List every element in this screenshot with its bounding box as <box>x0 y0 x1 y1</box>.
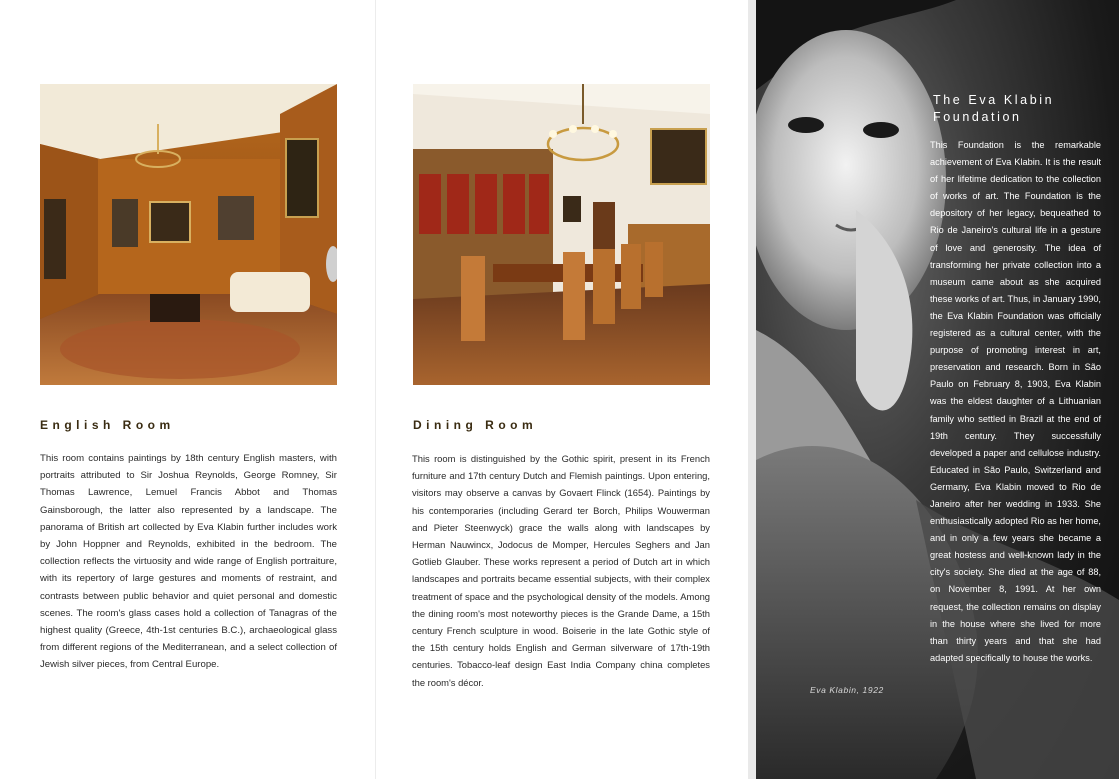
english-room-photo <box>40 84 337 385</box>
dining-room-title: Dining Room <box>413 418 538 432</box>
english-room-description: This room contains paintings by 18th century English masters, with portraits attributed to Sir Joshua Reynolds, George Romney, Sir Thomas Lawrence, Lemuel Francis Abbot and Thomas Gainsborough, the latter also represented by a landscape. The panorama of British art collected by Eva Klabin further includes work by John Hoppner and Reynolds, exhibited in the bedroom. The collection reflects the virtuosity and wide range of English portraiture, with its repertory of large gestures and moments of restraint, and contrasts between public behavior and quiet personal and domestic scenes. The room's glass cases hold a collection of Tanagras of the highest quality (Greece, 4th-1st centuries B.C.), archaeological glass from different regions of the Mediterranean, and a select collection of Jewish silver pieces, from Central Europe. <box>40 453 337 671</box>
page-gutter <box>748 0 756 779</box>
portrait-caption: Eva Klabin, 1922 <box>810 685 884 695</box>
dining-room-panel <box>376 0 751 779</box>
dining-room-description: This room is distinguished by the Gothic spirit, present in its French furniture and 17th century Dutch and Flemish paintings. Upon entering, visitors may observe a canvas by Govaert Flinck (1654). Paintings by his contemporaries (including Gerard ter Borch, Philips Wouwerman and Pieter Steenwyck) grace the walls along with landscapes by Herman Nauwincx, Jodocus de Momper, Hercules Seghers and Jan Gotlieb Glauber. These works represent a period of Dutch art in which landscapes and portraits became essential subjects, with their complex treatment of space and the psychological density of the models. Among the dining room's most noteworthy pieces is the Grande Dame, a 15th century French sculpture in wood. Boiserie in the late Gothic style of the 15th century holds English and German silverware of 17th-19th centuries. Tobacco-leaf design East India Company china completes the room's décor. <box>412 453 710 688</box>
foundation-description: This Foundation is the remarkable achievement of Eva Klabin. It is the result of her lifetime dedication to the collection of works of art. The Foundation is the depository of her legacy, bequeathed to Rio de Janeiro's cultural life in a gesture of love and generosity. The idea of transforming her private collection into a museum came about as she acquired these works of art. Thus, in January 1990, the Eva Klabin Foundation was officially registered as a cultural center, with the purpose of promoting interest in art, preservation and research. Born in São Paulo on February 8, 1903, Eva Klabin was the eldest daughter of a Lithuanian family who settled in Brazil at the end of 19th century. They successfully developed a paper and cellulose industry. Educated in São Paulo, Switzerland and Germany, Eva Klabin moved to Rio de Janeiro after her wedding in 1933. She enthusiastically adopted Rio as her home, and in only a few years she became a great hostess and well-known lady in the city's society. She died at the age of 88, on November 8, 1991. At her own request, the collection remains on display in the house where she lived for more than thirty years and that she had adapted specifically to house the works. <box>930 140 1101 663</box>
dining-room-photo <box>413 84 710 385</box>
foundation-title: The Eva Klabin Foundation <box>933 93 1055 124</box>
foundation-panel <box>756 0 1119 779</box>
english-room-panel <box>0 0 376 779</box>
english-room-title: English Room <box>40 418 175 432</box>
